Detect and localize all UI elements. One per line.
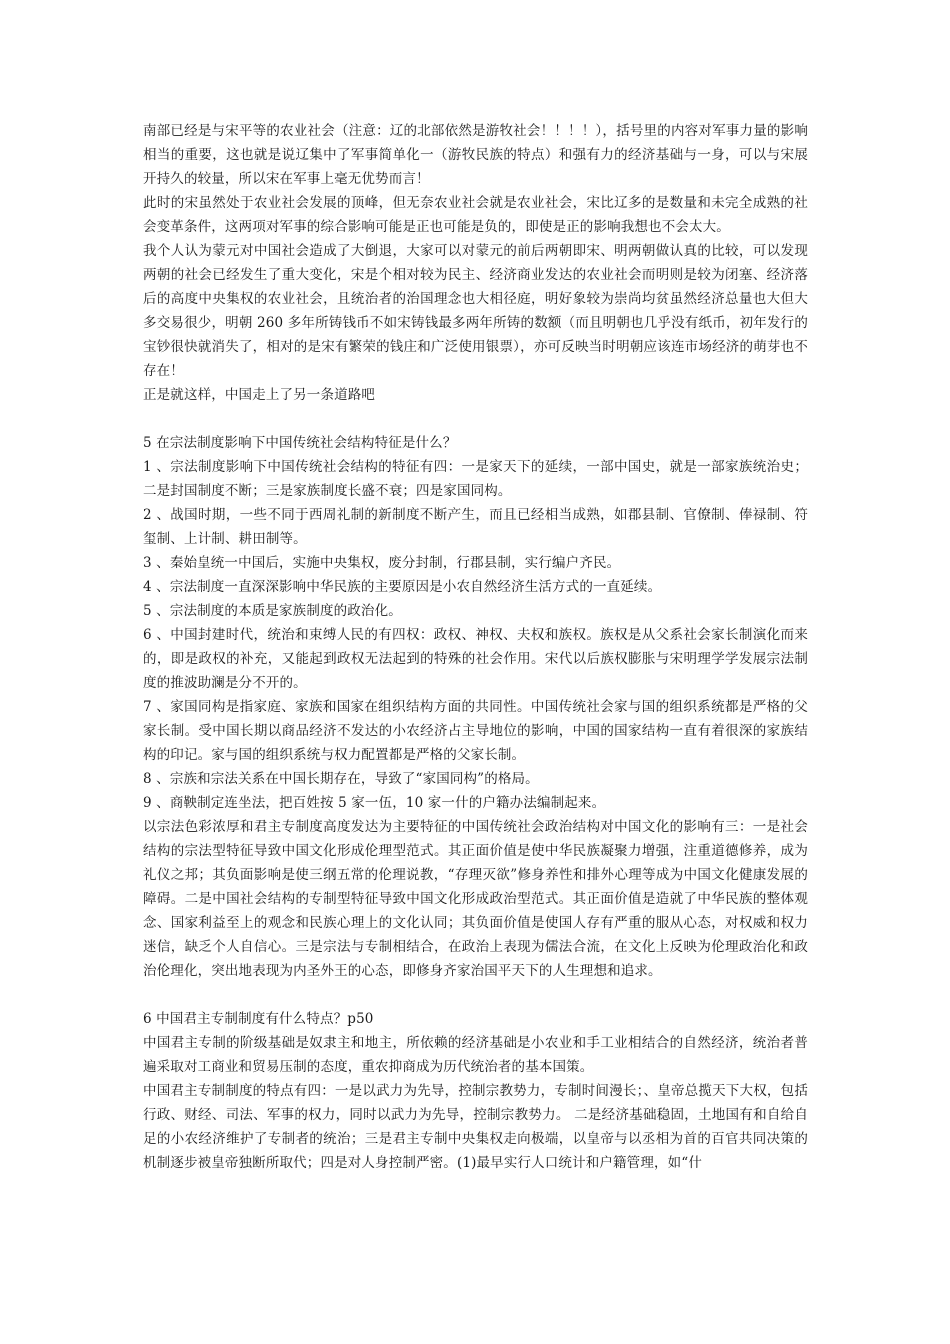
paragraph: 正是就这样，中国走上了另一条道路吧 — [143, 387, 376, 403]
list-item: 7 、家国同构是指家庭、家族和国家在组织结构方面的共同性。中国传统社会家与国的组织系统都是严格的父家长制。受中国长期以商品经济不发达的小农经济占主导地位的影响，中国的国家结构一直有着很深的家族结构的印记。家与国的组织系统与权力配置都是严格的父家长制。 — [143, 699, 808, 763]
paragraph: 中国君主专制的阶级基础是奴隶主和地主，所依赖的经济基础是小农业和手工业相结合的自然经济，统治者普遍采取对工商业和贸易压制的态度，重农抑商成为历代统治者的基本国策。 — [143, 1035, 808, 1075]
list-item: 3 、秦始皇统一中国后，实施中央集权，废分封制，行郡县制，实行编户齐民。 — [143, 555, 621, 571]
list-item: 5 、宗法制度的本质是家族制度的政治化。 — [143, 603, 402, 619]
section-heading: 5 在宗法制度影响下中国传统社会结构特征是什么？ — [143, 435, 457, 451]
section-heading: 6 中国君主专制制度有什么特点？p50 — [143, 1011, 374, 1027]
document-body — [143, 119, 808, 1175]
list-item: 8 、宗族和宗法关系在中国长期存在，导致了“家国同构”的格局。 — [143, 771, 539, 787]
blank-line — [143, 983, 808, 1007]
list-item: 1 、宗法制度影响下中国传统社会结构的特征有四：一是家天下的延续，一部中国史，就是一部家族统治史；二是封国制度不断；三是家族制度长盛不衰；四是家国同构。 — [143, 459, 808, 499]
list-item: 6 、中国封建时代，统治和束缚人民的有四权：政权、神权、夫权和族权。族权是从父系社会家长制演化而来的，即是政权的补充，又能起到政权无法起到的特殊的社会作用。宋代以后族权膨胀与宋明理学学发展宗法制度的推波助澜是分不开的。 — [143, 627, 808, 691]
list-item: 2 、战国时期，一些不同于西周礼制的新制度不断产生，而且已经相当成熟，如郡县制、官僚制、俸禄制、符玺制、上计制、耕田制等。 — [143, 507, 808, 547]
paragraph: 中国君主专制制度的特点有四：一是以武力为先导，控制宗教势力，专制时间漫长；、皇帝总揽天下大权，包括行政、财经、司法、军事的权力，同时以武力为先导，控制宗教势力。 二是经济基础稳固，土地国有和自给自足的小农经济维护了专制者的统治；三是君主专制中央集权走向极端，以皇帝与以丞相为首的百官共同决策的机制逐步被皇帝独断所取代；四是对人身控制严密。(1)最早实行人口统计和户籍管理，如“什 — [143, 1083, 808, 1171]
paragraph: 以宗法色彩浓厚和君主专制度高度发达为主要特征的中国传统社会政治结构对中国文化的影响有三：一是社会结构的宗法型特征导致中国文化形成伦理型范式。其正面价值是使中华民族凝聚力增强，注重道德修养，成为礼仪之邦；其负面影响是使三纲五常的伦理说教，“存理灭欲”修身养性和排外心理等成为中国文化健康发展的障碍。二是中国社会结构的专制型特征导致中国文化形成政治型范式。其正面价值是造就了中华民族的整体观念、国家利益至上的观念和民族心理上的文化认同；其负面价值是使国人存有严重的服从心态，对权威和权力迷信，缺乏个人自信心。三是宗法与专制相结合，在政治上表现为儒法合流，在文化上反映为伦理政治化和政治伦理化，突出地表现为内圣外王的心态，即修身齐家治国平天下的人生理想和追求。 — [143, 819, 808, 979]
paragraph: 南部已经是与宋平等的农业社会（注意：辽的北部依然是游牧社会！！！！），括号里的内容对军事力量的影响相当的重要，这也就是说辽集中了军事简单化一（游牧民族的特点）和强有力的经济基础与一身，可以与宋展开持久的较量，所以宋在军事上毫无优势而言！ — [143, 123, 808, 187]
blank-line — [143, 407, 808, 431]
list-item: 4 、宗法制度一直深深影响中华民族的主要原因是小农自然经济生活方式的一直延续。 — [143, 579, 662, 595]
list-item: 9 、商鞅制定连坐法，把百姓按 5 家一伍，10 家一什的户籍办法编制起来。 — [143, 795, 606, 811]
paragraph: 此时的宋虽然处于农业社会发展的顶峰，但无奈农业社会就是农业社会，宋比辽多的是数量和未完全成熟的社会变革条件，这两项对军事的综合影响可能是正也可能是负的，即使是正的影响我想也不会太大。 — [143, 195, 808, 235]
paragraph: 我个人认为蒙元对中国社会造成了大倒退，大家可以对蒙元的前后两朝即宋、明两朝做认真的比较，可以发现两朝的社会已经发生了重大变化，宋是个相对较为民主、经济商业发达的农业社会而明则是较为闭塞、经济落后的高度中央集权的农业社会，且统治者的治国理念也大相径庭，明好象较为崇尚均贫虽然经济总量也大但大多交易很少，明朝 260 多年所铸钱币不如宋铸钱最多两年所铸的数额（而且明朝也几乎没有纸币，初年发行的宝钞很快就消失了，相对的是宋有繁荣的钱庄和广泛使用银票），亦可反映当时明朝应该连市场经济的萌芽也不存在！ — [143, 243, 808, 379]
